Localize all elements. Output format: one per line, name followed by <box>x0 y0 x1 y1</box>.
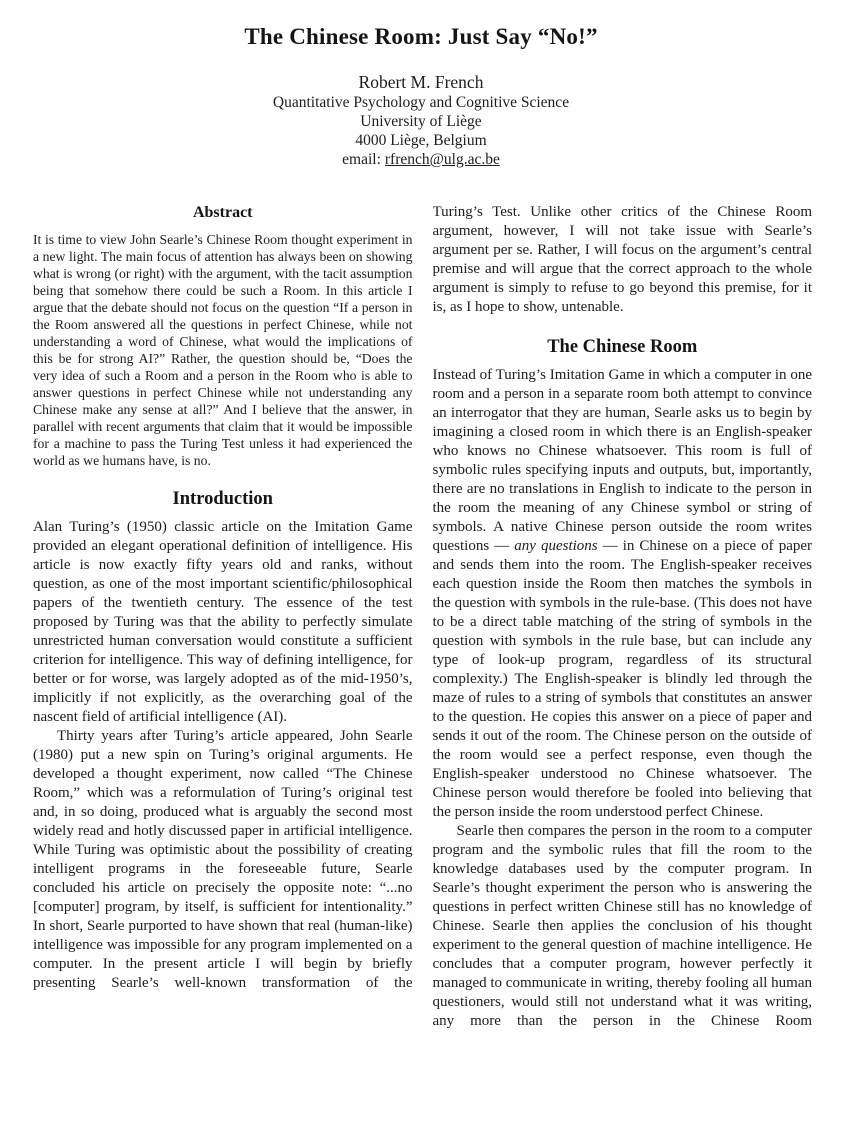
abstract-heading: Abstract <box>192 204 253 221</box>
paper-header <box>0 0 842 169</box>
right-column <box>433 203 813 1135</box>
paragraph-text: Instead of Turing’s Imitation Game in which a computer in one room and a person in a separate room both attempt to convince an interrogator that they are human, Searle asks us to begin by imagining a closed room in which there is an English-speaker who knows no Chinese whatsoever. This room is full of symbolic rules specifying inputs and outputs, but, importantly, there are no translations in English to indicate to the person in the room the meaning of any Chinese symbol or string of symbols. A native Chinese person outside the room writes questions — <box>432 367 812 554</box>
chinese-room-heading: The Chinese Room <box>547 337 698 357</box>
email-line <box>0 150 842 169</box>
paragraph: Searle then compares the person in the room to a computer program and the symbolic rules that fill the room to the knowledge databases used by the computer program. In Searle’s thought experiment the person who is answering the questions in perfect written Chinese still has no knowledge of Chinese. Searle then applies the conclusion of his thought experiment to the general question of machine intelligence. He concludes that a computer program, however perfectly it managed to communicate in writing, thereby fooling all human questioners, would still not understand what it was writing, any more than the person in the Chinese Room <box>432 823 812 1029</box>
affiliation-line: 4000 Liège, Belgium <box>355 132 487 149</box>
paragraph: Turing’s Test. Unlike other critics of the Chinese Room argument, however, I will not take issue with Searle’s argument per se. Rather, I will focus on the argument’s central premise and will argue that the correct approach to the whole argument is simply to refuse to go beyond this premise, for it is, as I hope to show, untenable. <box>432 204 812 315</box>
author-name: Robert M. French <box>358 72 484 92</box>
emphasis-text: any questions <box>514 538 598 554</box>
affiliation-line: Quantitative Psychology and Cognitive Science <box>272 94 570 111</box>
two-column-body <box>0 203 842 1135</box>
left-column <box>33 203 413 1135</box>
affiliation-line: University of Liège <box>360 113 482 130</box>
page-title: The Chinese Room: Just Say “No!” <box>244 24 598 49</box>
paragraph-text: — in Chinese on a piece of paper and sends them into the room. The English-speaker receives each question inside the Room then matches the symbols in the question with symbols in the rule-base. (This does not have to be a direct table matching of the string of symbols in the question with symbols in the rule base, but can include any type of look-up program, regardless of its structural complexity.) The English-speaker is blindly led through the maze of rules to a string of symbols that constitutes an answer to the question. He copies this answer on a piece of paper and sends it out of the room. The Chinese person on the outside of the room would see a perfect response, even though the English-speaker understood no Chinese whatsoever. The Chinese person would therefore be fooled into believing that the person inside the room understood perfect Chinese. <box>432 538 812 820</box>
email-link[interactable]: rfrench@ulg.ac.be <box>384 151 500 168</box>
paragraph: Thirty years after Turing’s article appeared, John Searle (1980) put a new spin on Turing’s original arguments. He developed a thought experiment, now called “The Chinese Room,” which was a reformulation of Turing’s original test and, in so doing, produced what is arguably the second most widely read and hotly discussed paper in artificial intelligence. While Turing was optimistic about the possibility of creating intelligent programs in the foreseeable future, Searle concluded his article on precisely the opposite note: “...no [computer] program, by itself, is sufficient for intentionality.” In short, Searle purported to have shown that real (human-like) intelligence was impossible for any program implemented on a computer. In the present article I will begin by briefly presenting Searle’s well-known transformation of the <box>33 728 413 991</box>
author-block <box>0 71 842 169</box>
introduction-heading: Introduction <box>172 489 273 509</box>
email-label: email: <box>342 151 381 168</box>
paragraph: Alan Turing’s (1950) classic article on the Imitation Game provided an elegant operational definition of intelligence. His article is now exactly fifty years old and ranks, without question, as one of the most important scientific/philosophical papers of the twentieth century. The essence of the test proposed by Turing was that the ability to perfectly simulate unrestricted human conversation would constitute a sufficient criterion for intelligence. This way of defining intelligence, for better or for worse, was largely adopted as of the mid-1950’s, implicitly if not explicitly, as the overarching goal of the nascent field of artificial intelligence (AI). <box>33 519 413 725</box>
abstract-text: It is time to view John Searle’s Chinese Room thought experiment in a new light. The main focus of attention has always been on showing what is wrong (or right) with the argument, with the tacit assumption being that somehow there could be such a Room. In this article I argue that the debate should not focus on the question “If a person in the Room answered all the questions in perfect Chinese, while not understanding a word of Chinese, what would the implications of this be for strong AI?” Rather, the question should be, “Does the very idea of such a Room and a person in the Room who is able to answer questions in perfect Chinese while not understanding any Chinese make any sense at all?” And I believe that the answer, in parallel with recent arguments that claim that it would be impossible for a machine to pass the Turing Test unless it had experienced the world as we humans have, is no. <box>33 232 413 468</box>
paragraph <box>433 366 813 822</box>
